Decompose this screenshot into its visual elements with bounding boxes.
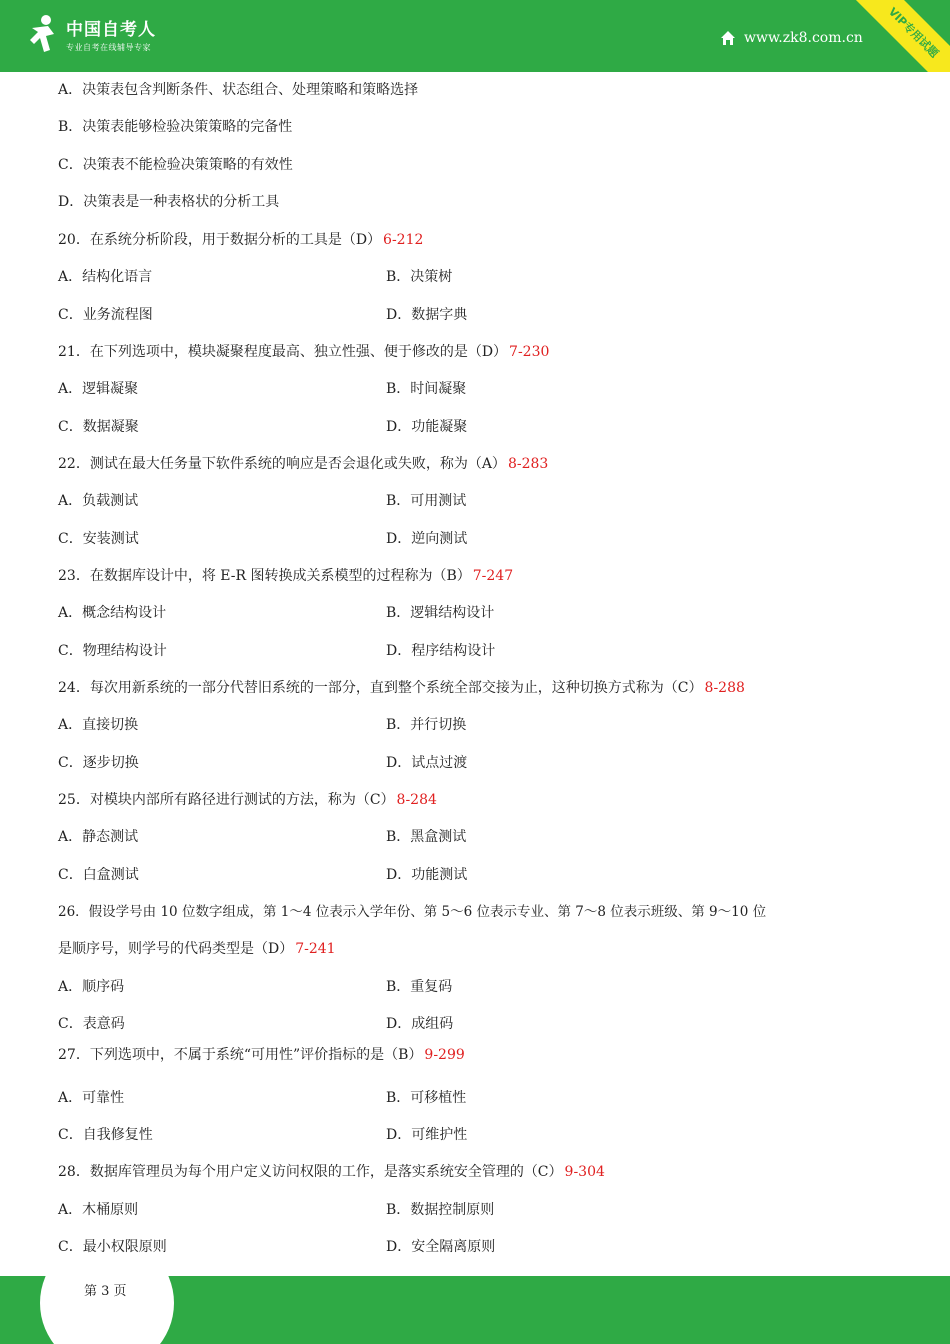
option-c: C．物理结构设计 [58,643,167,659]
stem-text: 24．每次用新系统的一部分代替旧系统的一部分，直到整个系统全部交接为止，这种切换方式称为（C） [58,680,703,696]
option-b: B．重复码 [386,979,453,995]
option-d: D．成组码 [386,1016,454,1032]
page-reference: 9-304 [564,1164,605,1180]
question-stem [58,342,549,362]
question-stem [58,1162,605,1182]
option-a: A．负载测试 [58,493,139,509]
stem-text: 20．在系统分析阶段，用于数据分析的工具是（D） [58,232,382,248]
option-d: D．功能凝聚 [386,419,468,435]
page-footer [0,1276,950,1344]
logo-slogan: 专业自考在线辅导专家 [66,43,151,52]
option-a: A．概念结构设计 [58,605,167,621]
stem-text: 28．数据库管理员为每个用户定义访问权限的工作，是落实系统安全管理的（C） [58,1164,563,1180]
option-d: D．可维护性 [386,1127,468,1143]
option-c: C．白盒测试 [58,867,139,883]
option-d: D．试点过渡 [386,755,468,771]
option-b: B．黑盒测试 [386,829,467,845]
page-reference: 8-283 [507,456,549,472]
option-line: A．决策表包含判断条件、状态组合、处理策略和策略选择 [58,82,419,98]
question-stem [58,230,423,250]
option-b: B．可用测试 [386,493,467,509]
site-link[interactable] [720,30,863,46]
stem-text: 21．在下列选项中，模块凝聚程度最高、独立性强、便于修改的是（D） [58,344,508,360]
question-stem-continued [58,939,336,959]
option-a: A．静态测试 [58,829,139,845]
page-reference: 9-299 [424,1047,465,1063]
page-header [0,0,950,72]
option-line: B．决策表能够检验决策策略的完备性 [58,119,293,135]
option-b: B．决策树 [386,269,453,285]
option-c: C．安装测试 [58,531,139,547]
stem-text: 是顺序号，则学号的代码类型是（D） [58,941,294,957]
page-reference: 7-230 [509,344,550,360]
option-c: C．自我修复性 [58,1127,153,1143]
page-reference: 8-288 [704,680,745,696]
option-d: D．程序结构设计 [386,643,496,659]
page-number: 第 3 页 [84,1284,127,1299]
stem-text: 27．下列选项中，不属于系统“可用性”评价指标的是（B） [58,1047,423,1063]
stem-text: 22．测试在最大任务量下软件系统的响应是否会退化或失败，称为（A） [58,456,506,472]
option-b: B．时间凝聚 [386,381,467,397]
option-b: B．数据控制原则 [386,1202,495,1218]
page-reference: 8-284 [396,792,437,808]
question-stem [58,454,548,474]
option-b: B．可移植性 [386,1090,467,1106]
option-b: B．逻辑结构设计 [386,605,495,621]
option-a: A．可靠性 [58,1090,125,1106]
option-d: D．功能测试 [386,867,468,883]
stem-text: 23．在数据库设计中，将 E-R 图转换成关系模型的过程称为（B） [58,568,471,584]
question-stem [58,566,513,586]
option-c: C．数据凝聚 [58,419,139,435]
option-line: C．决策表不能检验决策策略的有效性 [58,157,293,173]
option-a: A．结构化语言 [58,269,153,285]
question-stem: 26．假设学号由 10 位数字组成，第 1～4 位表示入学年份、第 5～6 位表示专业、第 7～8 位表示班级、第 9～10 位 [58,904,767,920]
page-reference: 7-241 [295,941,336,957]
option-c: C．表意码 [58,1016,125,1032]
option-a: A．顺序码 [58,979,125,995]
option-a: A．直接切换 [58,717,139,733]
logo-name: 中国自考人 [66,20,156,40]
option-d: D．数据字典 [386,307,468,323]
option-d: D．安全隔离原则 [386,1239,496,1255]
vip-ribbon: VIP专用试题 [841,0,950,72]
runner-logo-icon [26,14,60,54]
question-stem [58,790,437,810]
page-reference: 7-247 [472,568,514,584]
option-a: A．木桶原则 [58,1202,139,1218]
home-icon [720,30,736,46]
option-c: C．逐步切换 [58,755,139,771]
option-d: D．逆向测试 [386,531,468,547]
page-reference: 6-212 [383,232,424,248]
site-logo[interactable] [26,14,156,54]
option-c: C．最小权限原则 [58,1239,167,1255]
option-c: C．业务流程图 [58,307,153,323]
site-url: www.zk8.com.cn [744,30,863,46]
stem-text: 25．对模块内部所有路径进行测试的方法，称为（C） [58,792,395,808]
question-stem [58,1045,465,1065]
question-stem [58,678,745,698]
option-a: A．逻辑凝聚 [58,381,139,397]
option-line: D．决策表是一种表格状的分析工具 [58,194,280,210]
option-b: B．并行切换 [386,717,467,733]
